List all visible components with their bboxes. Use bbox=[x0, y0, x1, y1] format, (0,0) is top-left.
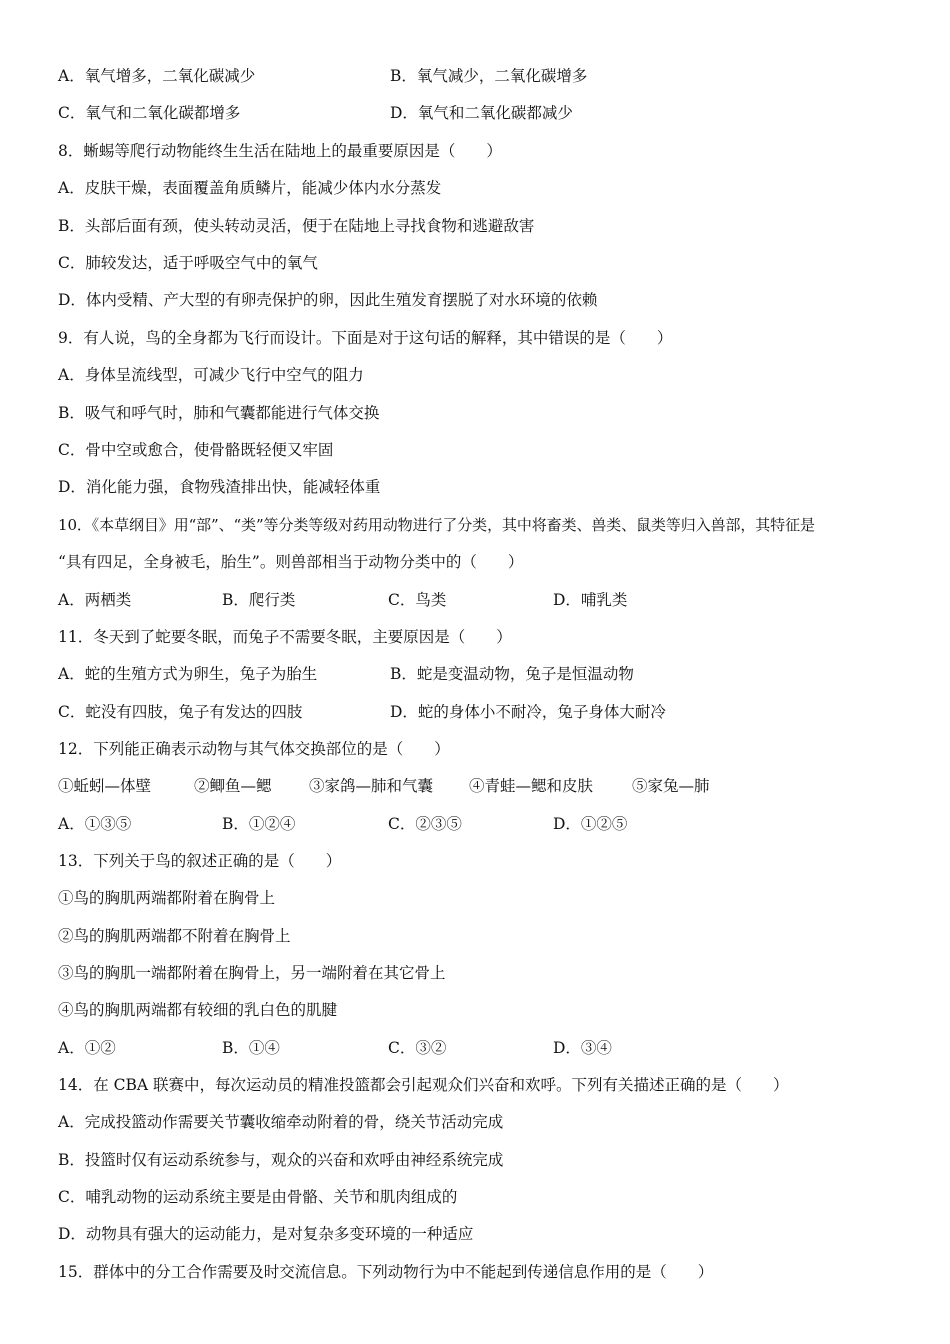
q14-option-a: A．完成投篮动作需要关节囊收缩牵动附着的骨，绕关节活动完成 bbox=[58, 1113, 504, 1131]
q12-stem: 12．下列能正确表示动物与其气体交换部位的是（ ） bbox=[58, 740, 450, 758]
q15-stem: 15．群体中的分工合作需要及时交流信息。下列动物行为中不能起到传递信息作用的是（ ） bbox=[58, 1263, 714, 1281]
q11-option-c: C．蛇没有四肢，兔子有发达的四肢 bbox=[58, 703, 303, 721]
q13-item-1: ①鸟的胸肌两端都附着在胸骨上 bbox=[58, 889, 276, 907]
q12-item-2: ②鲫鱼—鳃 bbox=[194, 777, 272, 795]
q8-option-b: B．头部后面有颈，使头转动灵活，便于在陆地上寻找食物和逃避敌害 bbox=[58, 217, 535, 235]
q10-option-d: D．哺乳类 bbox=[553, 591, 628, 609]
q13-item-3: ③鸟的胸肌一端都附着在胸骨上，另一端附着在其它骨上 bbox=[58, 964, 446, 982]
q13-option-c: C．③② bbox=[388, 1039, 447, 1057]
q10-option-a: A．两栖类 bbox=[58, 591, 132, 609]
q14-stem: 14．在 CBA 联赛中，每次运动员的精准投篮都会引起观众们兴奋和欢呼。下列有关描述正确的是（ ） bbox=[58, 1076, 789, 1094]
q12-item-4: ④青蛙—鳃和皮肤 bbox=[469, 777, 594, 795]
q9-option-a: A．身体呈流线型，可减少飞行中空气的阻力 bbox=[58, 366, 364, 384]
q9-option-d: D．消化能力强，食物残渣排出快，能减轻体重 bbox=[58, 478, 381, 496]
q9-option-c: C．骨中空或愈合，使骨骼既轻便又牢固 bbox=[58, 441, 334, 459]
q12-item-5: ⑤家兔—肺 bbox=[632, 777, 710, 795]
q8-stem: 8．蜥蜴等爬行动物能终生生活在陆地上的最重要原因是（ ） bbox=[58, 142, 502, 160]
q8-option-c: C．肺较发达，适于呼吸空气中的氧气 bbox=[58, 254, 318, 272]
q7-option-c: C．氧气和二氧化碳都增多 bbox=[58, 104, 241, 122]
q14-option-c: C．哺乳动物的运动系统主要是由骨骼、关节和肌肉组成的 bbox=[58, 1188, 458, 1206]
q12-item-3: ③家鸽—肺和气囊 bbox=[309, 777, 434, 795]
q14-option-b: B．投篮时仅有运动系统参与，观众的兴奋和欢呼由神经系统完成 bbox=[58, 1151, 504, 1169]
q13-option-a: A．①② bbox=[58, 1039, 116, 1057]
q11-option-a: A．蛇的生殖方式为卵生，兔子为胎生 bbox=[58, 665, 318, 683]
q12-item-1: ①蚯蚓—体壁 bbox=[58, 777, 152, 795]
q13-option-b: B．①④ bbox=[222, 1039, 280, 1057]
q13-item-2: ②鸟的胸肌两端都不附着在胸骨上 bbox=[58, 927, 291, 945]
q13-item-4: ④鸟的胸肌两端都有较细的乳白色的肌腱 bbox=[58, 1001, 338, 1019]
q14-option-d: D．动物具有强大的运动能力，是对复杂多变环境的一种适应 bbox=[58, 1225, 474, 1243]
q7-option-d: D．氧气和二氧化碳都减少 bbox=[390, 104, 573, 122]
q10-stem-line1: 10．《本草纲目》用“部”、“类”等分类等级对药用动物进行了分类，其中将畜类、兽类、鼠类等归入兽部，其特征是 bbox=[58, 516, 815, 534]
q10-option-c: C．鸟类 bbox=[388, 591, 447, 609]
q10-stem-line2: “具有四足，全身被毛，胎生”。则兽部相当于动物分类中的（ ） bbox=[58, 553, 524, 571]
q7-option-a: A．氧气增多，二氧化碳减少 bbox=[58, 67, 256, 85]
q11-option-b: B．蛇是变温动物，兔子是恒温动物 bbox=[390, 665, 634, 683]
q8-option-a: A．皮肤干燥，表面覆盖角质鳞片，能减少体内水分蒸发 bbox=[58, 179, 442, 197]
q12-option-b: B．①②④ bbox=[222, 815, 296, 833]
q13-stem: 13．下列关于鸟的叙述正确的是（ ） bbox=[58, 852, 342, 870]
q8-option-d: D．体内受精、产大型的有卵壳保护的卵，因此生殖发育摆脱了对水环境的依赖 bbox=[58, 291, 598, 309]
q13-option-d: D．③④ bbox=[553, 1039, 612, 1057]
q12-option-c: C．②③⑤ bbox=[388, 815, 462, 833]
q9-stem: 9．有人说，鸟的全身都为飞行而设计。下面是对于这句话的解释，其中错误的是（ ） bbox=[58, 329, 673, 347]
q12-option-d: D．①②⑤ bbox=[553, 815, 628, 833]
q12-option-a: A．①③⑤ bbox=[58, 815, 132, 833]
q11-option-d: D．蛇的身体小不耐冷，兔子身体大耐冷 bbox=[390, 703, 666, 721]
q11-stem: 11．冬天到了蛇要冬眠，而兔子不需要冬眠，主要原因是（ ） bbox=[58, 628, 512, 646]
q7-option-b: B．氧气减少，二氧化碳增多 bbox=[390, 67, 588, 85]
q10-option-b: B．爬行类 bbox=[222, 591, 296, 609]
q9-option-b: B．吸气和呼气时，肺和气囊都能进行气体交换 bbox=[58, 404, 380, 422]
